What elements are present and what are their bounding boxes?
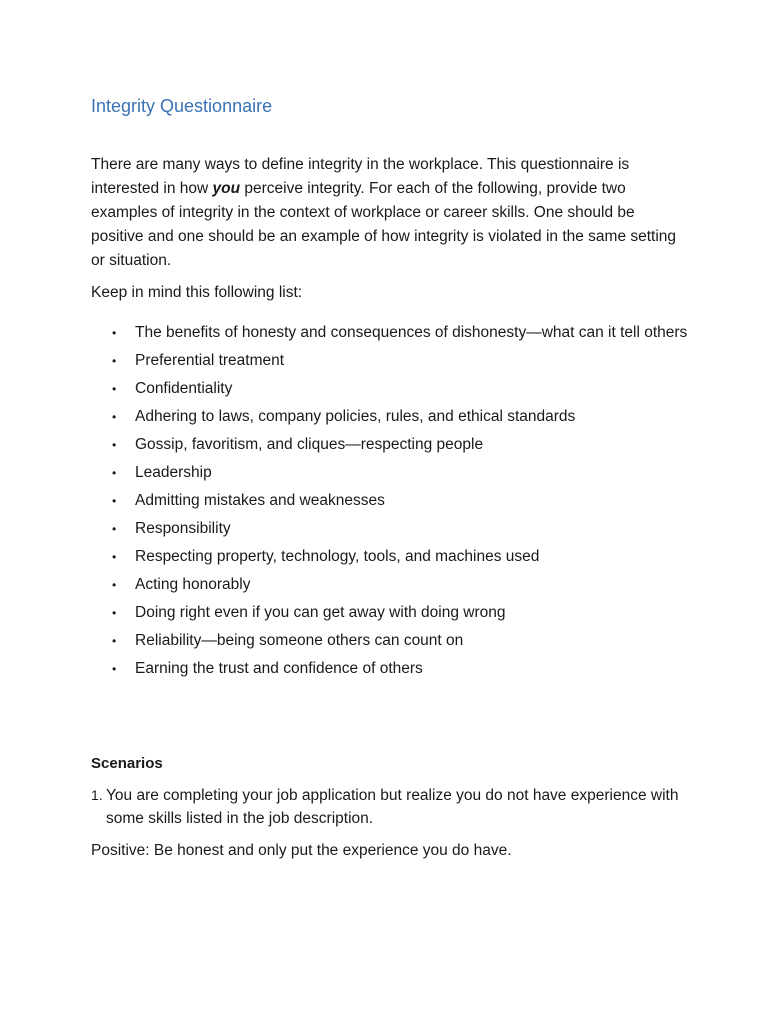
list-item-text: Leadership [135, 464, 212, 481]
list-item [110, 630, 690, 652]
list-item [110, 490, 690, 512]
bullet-icon: • [112, 606, 117, 620]
list-item [110, 462, 690, 484]
scenario-number: 1. [91, 787, 103, 803]
list-item-text: Confidentiality [135, 380, 233, 397]
list-item-text: Adhering to laws, company policies, rules, and ethical standards [135, 408, 576, 425]
scenarios-heading: Scenarios [91, 755, 163, 772]
bullet-icon: • [112, 410, 117, 424]
list-item [110, 350, 690, 372]
bullet-icon: • [112, 466, 117, 480]
list-item-text: Admitting mistakes and weaknesses [135, 492, 385, 509]
list-item [110, 546, 690, 568]
scenario-positive-answer: Positive: Be honest and only put the experience you do have. [91, 842, 512, 859]
scenario-text: You are completing your job application but realize you do not have experience with some skills listed in the job description. [106, 787, 679, 827]
list-item-text: Reliability—being someone others can count on [135, 632, 464, 649]
list-item-text: Responsibility [135, 520, 231, 537]
bullet-icon: • [112, 326, 117, 340]
intro-text-part1: There are many ways to define integrity in the workplace. This questionnaire is interested in how [91, 156, 630, 197]
bullet-icon: • [112, 438, 117, 452]
list-item-text: Respecting property, technology, tools, and machines used [135, 548, 540, 565]
list-item [110, 574, 690, 596]
scenario-item [91, 784, 691, 830]
list-item [110, 658, 690, 680]
bullet-icon: • [112, 578, 117, 592]
bullet-icon: • [112, 634, 117, 648]
list-item-text: Acting honorably [135, 576, 251, 593]
list-item [110, 518, 690, 540]
document-title: Integrity Questionnaire [91, 96, 273, 116]
bullet-icon: • [112, 382, 117, 396]
intro-emphasis: you [212, 180, 241, 197]
bullet-icon: • [112, 662, 117, 676]
list-item [110, 406, 690, 428]
list-item-text: Doing right even if you can get away with doing wrong [135, 604, 506, 621]
list-item-text: The benefits of honesty and consequences of dishonesty—what can it tell others [135, 324, 688, 341]
bullet-icon: • [112, 550, 117, 564]
list-item [110, 434, 690, 456]
intro-text-part2: perceive integrity. For each of the following, provide two examples of integrity in the context of workplace or career skills. One should be positive and one should be an example of how integrity is violated in the same setting or situation. [91, 180, 677, 269]
list-item-text: Preferential treatment [135, 352, 285, 369]
list-item [110, 378, 690, 400]
list-item [110, 322, 690, 344]
bullet-icon: • [112, 522, 117, 536]
integrity-topics-list [110, 322, 690, 686]
list-item [110, 602, 690, 624]
list-item-text: Earning the trust and confidence of others [135, 660, 423, 677]
bullet-icon: • [112, 494, 117, 508]
list-item-text: Gossip, favoritism, and cliques—respecting people [135, 436, 484, 453]
bullet-icon: • [112, 354, 117, 368]
keep-in-mind-label: Keep in mind this following list: [91, 284, 303, 301]
intro-paragraph [91, 153, 691, 273]
